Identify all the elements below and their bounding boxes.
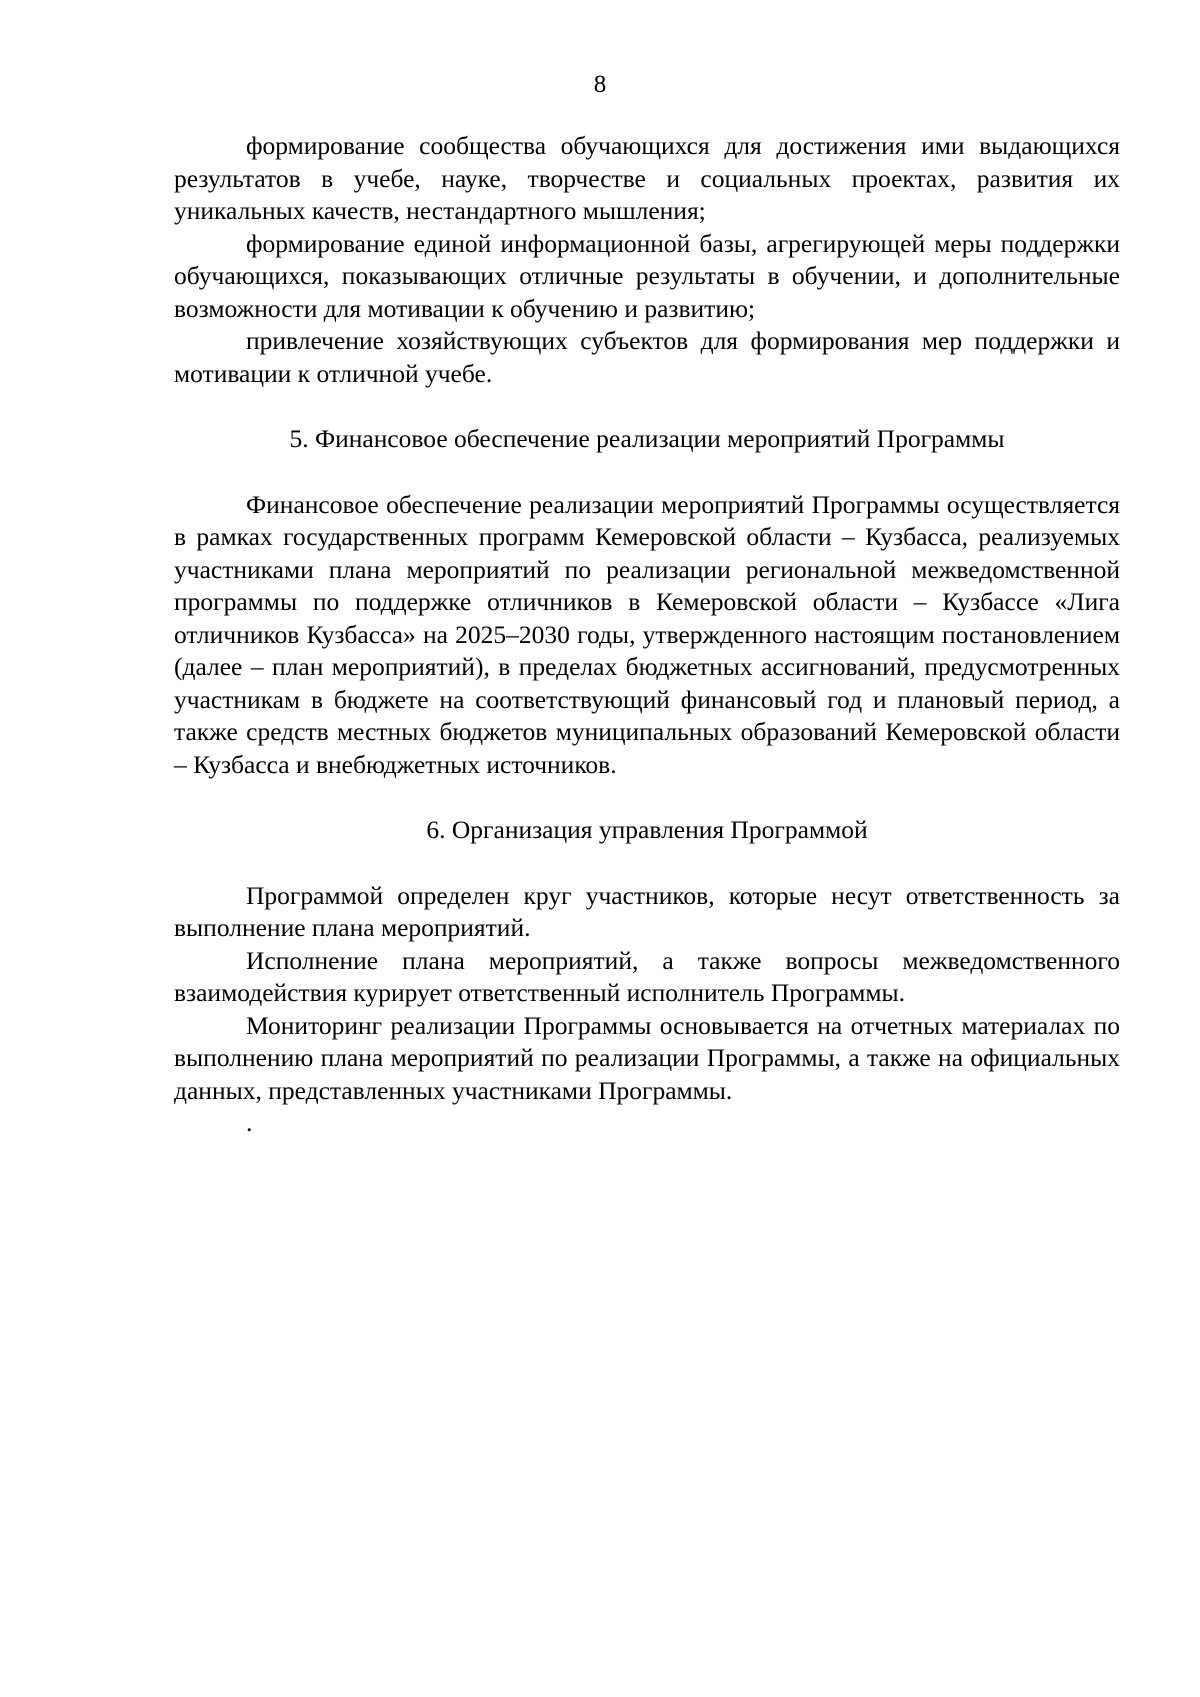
spacer bbox=[174, 847, 1120, 880]
paragraph: привлечение хозяйствующих субъектов для формирования мер поддержки и мотивации к отличной учебе. bbox=[174, 326, 1120, 388]
document-body bbox=[174, 130, 1120, 1139]
paragraph: Финансовое обеспечение реализации мероприятий Программы осуществляется в рамках государственных программ Кемеровской области – Кузбасса, реализуемых участниками плана мероприятий по реализации региональной межведомственной программы по поддержке отличников в Кемеровской области – Кузбассе «Лига отличников Кузбасса» на 2025–2030 годы, утвержденного настоящим постановлением (далее – план мероприятий), в пределах бюджетных ассигнований, предусмотренных участникам в бюджете на соответствующий финансовый год и плановый период, а также средств местных бюджетов муниципальных образований Кемеровской области – Кузбасса и внебюджетных источников. bbox=[174, 489, 1120, 779]
paragraph: Исполнение плана мероприятий, а также вопросы межведомственного взаимодействия курирует ответственный исполнитель Программы. bbox=[174, 945, 1120, 1007]
spacer bbox=[174, 456, 1120, 489]
page-number: 8 bbox=[593, 71, 607, 98]
paragraph: Программой определен круг участников, которые несут ответственность за выполнение плана мероприятий. bbox=[174, 880, 1120, 942]
paragraph: формирование единой информационной базы, агрегирующей меры поддержки обучающихся, показывающих отличные результаты в обучении, и дополнительные возможности для мотивации к обучению и развитию; bbox=[174, 228, 1120, 323]
trailing-mark: . bbox=[246, 1108, 253, 1137]
paragraph: формирование сообщества обучающихся для достижения ими выдающихся результатов в учебе, науке, творчестве и социальных проектах, развития их уникальных качеств, нестандартного мышления; bbox=[174, 131, 1120, 225]
paragraph: Мониторинг реализации Программы основывается на отчетных материалах по выполнению плана мероприятий по реализации Программы, а также на официальных данных, представленных участниками Программы. bbox=[174, 1010, 1120, 1105]
section-heading-management: 6. Организация управления Программой bbox=[426, 815, 868, 844]
spacer bbox=[174, 781, 1120, 814]
spacer bbox=[174, 390, 1120, 423]
section-heading-financing: 5. Финансовое обеспечение реализации мероприятий Программы bbox=[289, 424, 1005, 453]
